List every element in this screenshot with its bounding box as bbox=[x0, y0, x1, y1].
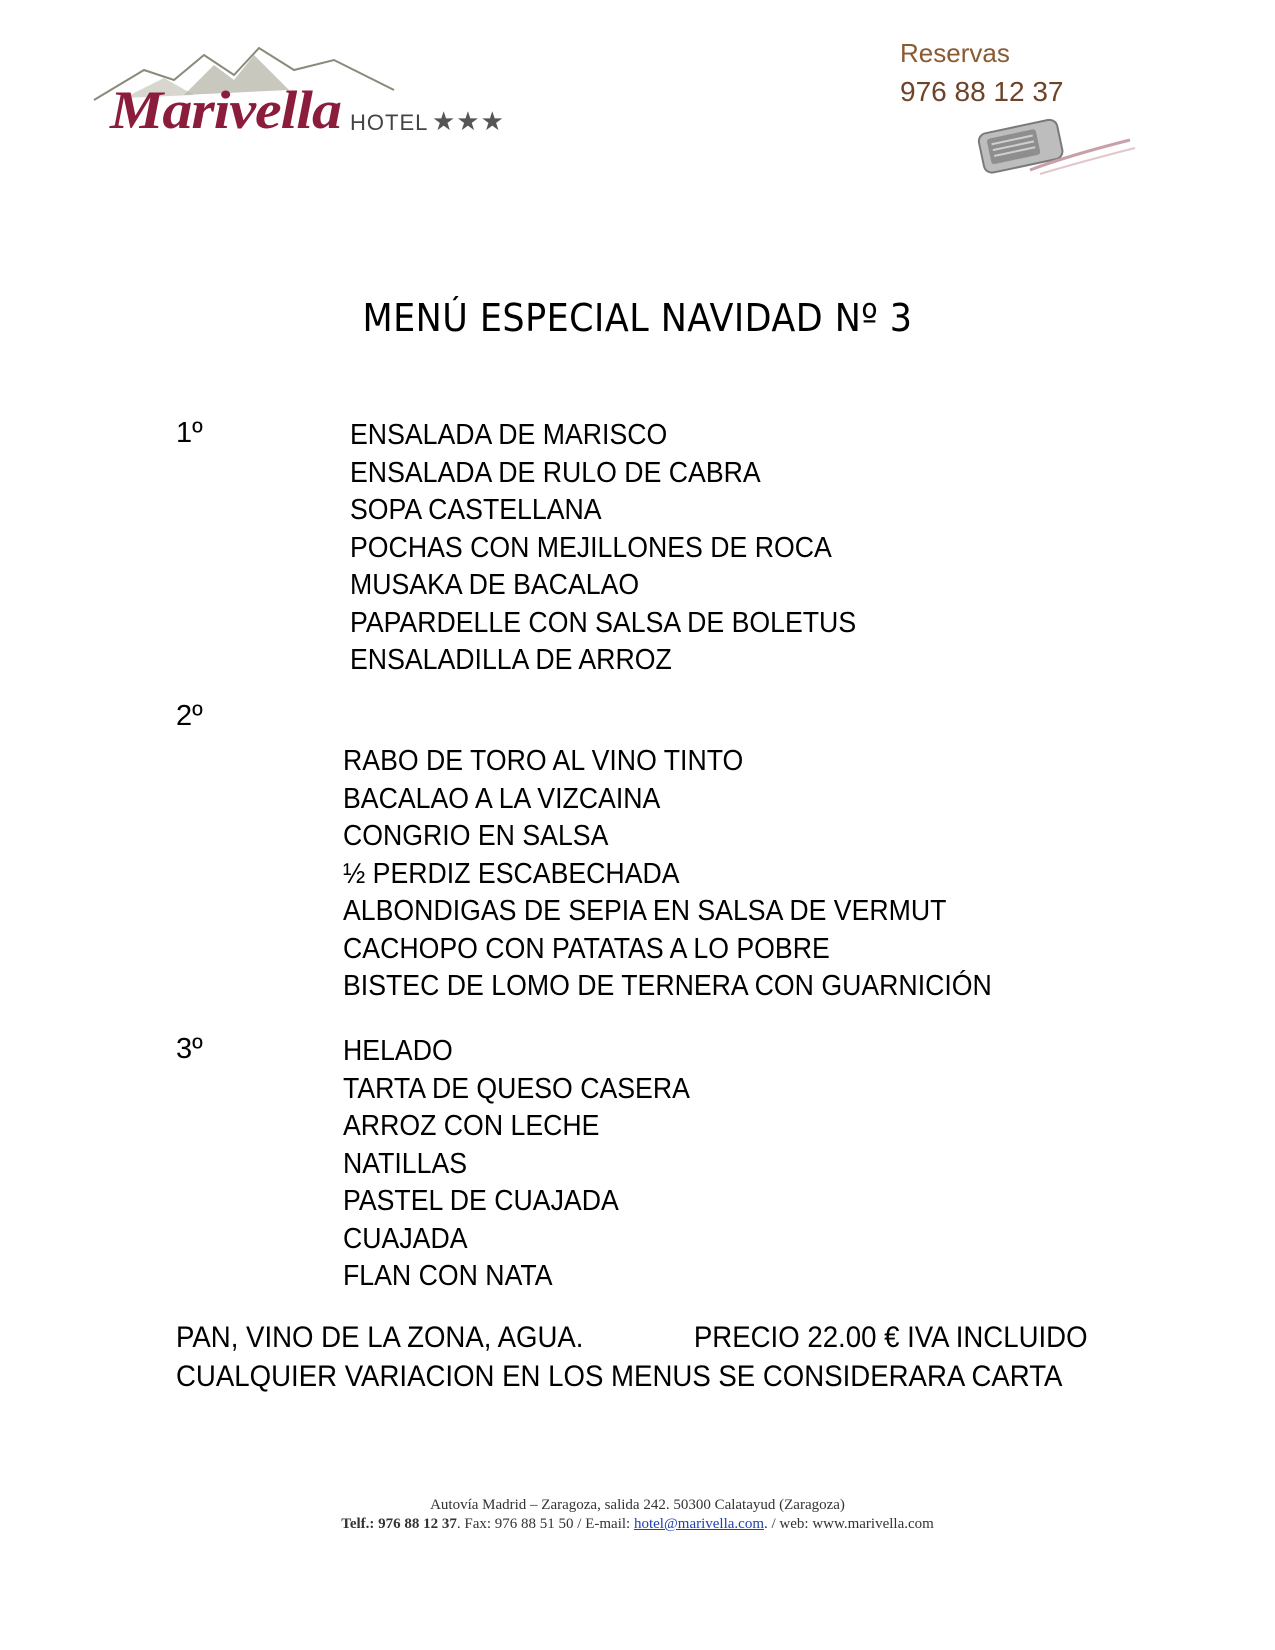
variation-notice: CUALQUIER VARIACION EN LOS MENUS SE CONSIDERARA CARTA bbox=[176, 1360, 1063, 1393]
list-item: ½ PERDIZ ESCABECHADA bbox=[343, 857, 680, 890]
course-number-2: 2º bbox=[176, 700, 203, 732]
course-2-list bbox=[343, 743, 1048, 1006]
list-item: TARTA DE QUESO CASERA bbox=[343, 1072, 690, 1105]
logo-wordmark: Marivella bbox=[110, 80, 341, 140]
list-item: MUSAKA DE BACALAO bbox=[350, 569, 640, 601]
logo-stars: ★★★ bbox=[432, 106, 505, 136]
includes-line bbox=[176, 1318, 1088, 1357]
includes-text: PAN, VINO DE LA ZONA, AGUA. bbox=[176, 1321, 584, 1354]
list-item: HELADO bbox=[343, 1035, 453, 1067]
course-1-list bbox=[350, 417, 900, 680]
tel-label: Telf.: bbox=[341, 1516, 375, 1532]
list-item: CACHOPO CON PATATAS A LO POBRE bbox=[343, 932, 830, 965]
course-number-3: 3º bbox=[176, 1033, 203, 1065]
list-item: ENSALADA DE MARISCO bbox=[350, 419, 668, 451]
list-item: CUAJADA bbox=[343, 1222, 468, 1255]
list-item: ALBONDIGAS DE SEPIA EN SALSA DE VERMUT bbox=[343, 895, 947, 927]
reservations-label: Reservas bbox=[900, 38, 1010, 68]
fax-email-label: . Fax: 976 88 51 50 / E-mail: bbox=[456, 1516, 634, 1532]
contact-line bbox=[0, 1515, 1275, 1534]
hotel-logo bbox=[84, 40, 524, 150]
list-item: POCHAS CON MEJILLONES DE ROCA bbox=[350, 531, 832, 564]
mobile-phone-icon bbox=[970, 100, 1140, 180]
list-item: PAPARDELLE CON SALSA DE BOLETUS bbox=[350, 606, 857, 639]
price-text: PRECIO 22.00 € IVA INCLUIDO bbox=[693, 1321, 1088, 1354]
reservations-phone: 976 88 12 37 bbox=[900, 76, 1064, 107]
address-footer bbox=[0, 1496, 1275, 1534]
web-text: . / web: www.marivella.com bbox=[764, 1516, 934, 1532]
address-line: Autovía Madrid – Zaragoza, salida 242. 50300 Calatayud (Zaragoza) bbox=[430, 1497, 845, 1513]
course-3-list bbox=[343, 1033, 720, 1296]
menu-title: MENÚ ESPECIAL NAVIDAD Nº 3 bbox=[362, 296, 913, 340]
list-item: BACALAO A LA VIZCAINA bbox=[343, 782, 661, 815]
list-item: ENSALADILLA DE ARROZ bbox=[350, 644, 672, 676]
menu-footer bbox=[176, 1318, 1088, 1396]
email-link[interactable]: hotel@marivella.com bbox=[633, 1516, 764, 1532]
tel-number: 976 88 12 37 bbox=[378, 1516, 457, 1532]
list-item: NATILLAS bbox=[343, 1147, 468, 1180]
list-item: FLAN CON NATA bbox=[343, 1260, 553, 1292]
list-item: RABO DE TORO AL VINO TINTO bbox=[343, 745, 744, 777]
list-item: ARROZ CON LECHE bbox=[343, 1110, 600, 1142]
list-item: SOPA CASTELLANA bbox=[350, 494, 602, 526]
list-item: PASTEL DE CUAJADA bbox=[343, 1185, 619, 1217]
logo-hotel-label: HOTEL bbox=[350, 110, 429, 135]
list-item: ENSALADA DE RULO DE CABRA bbox=[350, 456, 761, 489]
list-item: BISTEC DE LOMO DE TERNERA CON GUARNICIÓN bbox=[343, 970, 992, 1002]
list-item: CONGRIO EN SALSA bbox=[343, 820, 609, 852]
course-number-1: 1º bbox=[176, 417, 203, 449]
reservations-block bbox=[900, 38, 1200, 188]
